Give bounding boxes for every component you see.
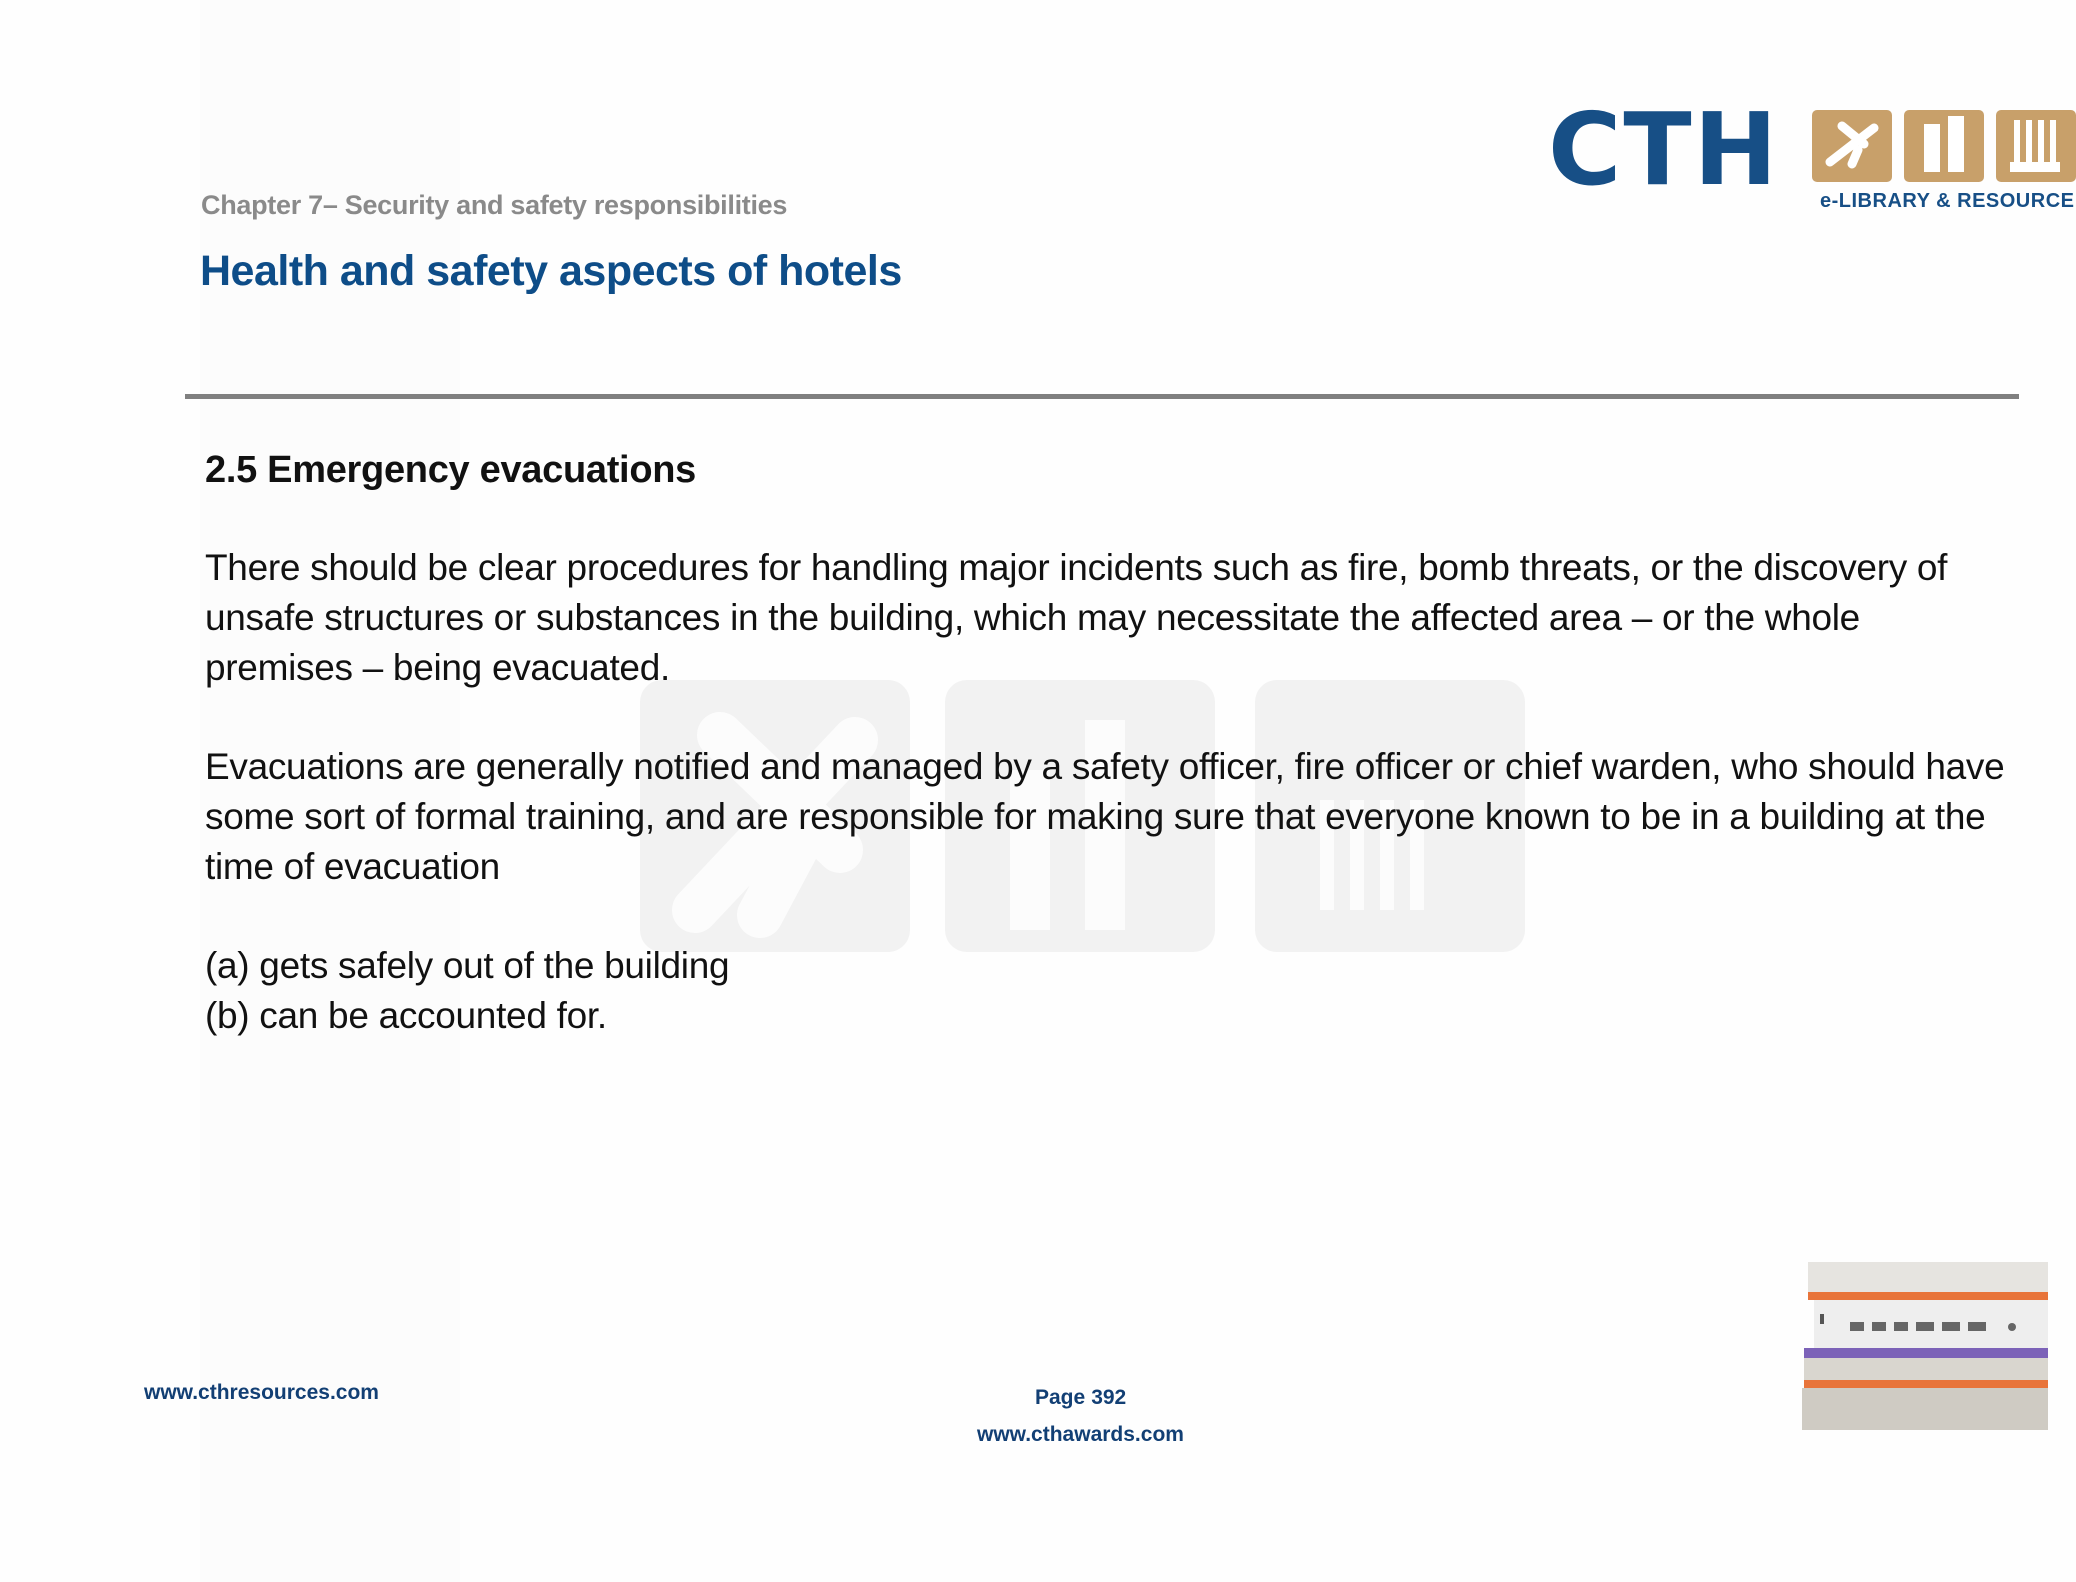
cutlery-icon [1996,110,2076,182]
logo-tagline: e-LIBRARY & RESOURCE [1820,190,2075,212]
logo-wordmark: CTH [1548,91,1780,208]
footer-awards-link[interactable]: www.cthawards.com [977,1423,1184,1446]
page-label: Page [1035,1386,1086,1409]
page-number-value: 392 [1091,1386,1127,1409]
header-divider [185,394,2019,399]
page-title: Health and safety aspects of hotels [200,247,902,295]
list-item: (a) gets safely out of the building [205,945,730,986]
chapter-label: Chapter 7– Security and safety responsibilities [201,190,788,220]
airplane-icon [1812,110,1892,182]
document-body [205,445,2005,1041]
footer-resources-link[interactable]: www.cthresources.com [144,1381,379,1404]
paragraph-evacuations: Evacuations are generally notified and managed by a safety officer, fire officer or chief warden, who should have some sort of formal training, and are responsible for making sure that everyone known to be in a building at the time of evacuation [205,746,2005,887]
list-item: (b) can be accounted for. [205,995,607,1036]
building-icon [1904,110,1984,182]
books-stack-image [1800,1262,2048,1434]
section-heading: 2.5 Emergency evacuations [205,449,696,491]
paragraph-procedures: There should be clear procedures for handling major incidents such as fire, bomb threats, or the discovery of unsafe structures or substances in the building, which may necessitate the affected area – or the whole premises – being evacuated. [205,547,1948,688]
page-number [1035,1386,1126,1410]
cth-logo [1548,91,2075,220]
